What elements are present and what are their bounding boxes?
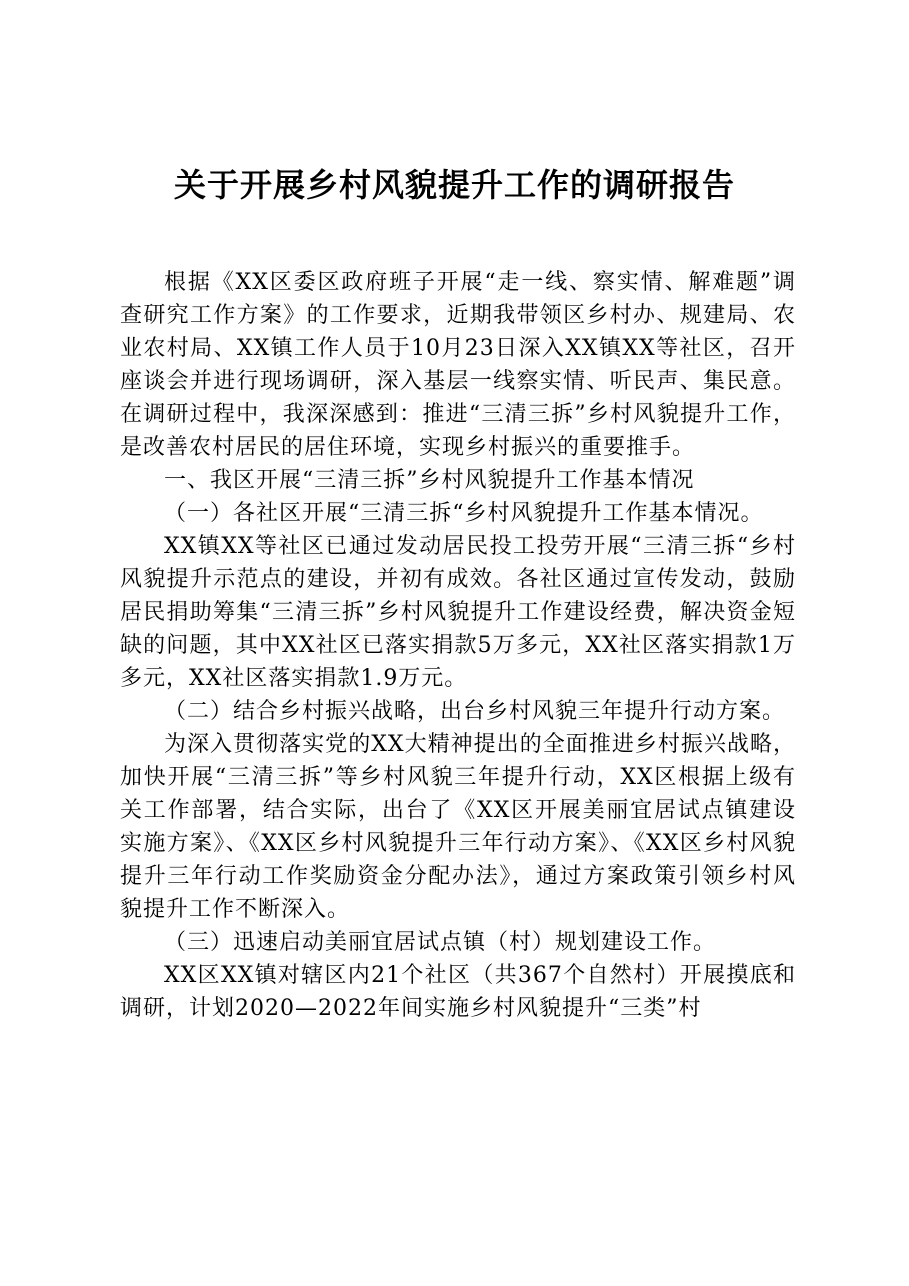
subsection-heading-3: （三）迅速启动美丽宜居试点镇（村）规划建设工作。 bbox=[164, 930, 717, 955]
document-title: 关于开展乡村风貌提升工作的调研报告 bbox=[173, 166, 735, 204]
paragraph-2: 为深入贯彻落实党的XX大精神提出的全面推进乡村振兴战略，加快开展“三清三拆”等乡村风貌三年提升行动，XX区根据上级有关工作部署，结合实际，出台了《XX区开展美丽宜居试点镇建设实施方案》、《XX区乡村风貌提升三年行动方案》、《XX区乡村风貌提升三年行动工作奖励资金分配办法》，通过方案政策引领乡村风貌提升工作不断深入。 bbox=[120, 732, 796, 922]
paragraph-1: XX镇XX等社区已通过发动居民投工投劳开展“三清三拆“乡村风貌提升示范点的建设，并初有成效。各社区通过宣传发动，鼓励居民捐助筹集“三清三拆”乡村风貌提升工作建设经费，解决资金短缺的问题，其中XX社区已落实捐款5万多元，XX社区落实捐款1万多元，XX社区落实捐款1.9万元。 bbox=[120, 534, 796, 691]
subsection-heading-1: （一）各社区开展“三清三拆“乡村风貌提升工作基本情况。 bbox=[164, 501, 764, 526]
document-body bbox=[120, 266, 796, 1025]
paragraph-3: XX区XX镇对辖区内21个社区（共367个自然村）开展摸底和调研，计划2020—2022年间实施乡村风貌提升“三类”村 bbox=[120, 963, 796, 1021]
paragraph-intro: 根据《XX区委区政府班子开展“走一线、察实情、解难题”调查研究工作方案》的工作要求，近期我带领区乡村办、规建局、农业农村局、XX镇工作人员于10月23日深入XX镇XX等社区，召开座谈会并进行现场调研，深入基层一线察实情、听民声、集民意。在调研过程中，我深深感到：推进“三清三拆”乡村风貌提升工作，是改善农村居民的居住环境，实现乡村振兴的重要推手。 bbox=[120, 270, 796, 460]
subsection-heading-2: （二）结合乡村振兴战略，出台乡村风貌三年提升行动方案。 bbox=[164, 699, 786, 724]
section-heading-1: 一、我区开展“三清三拆”乡村风貌提升工作基本情况 bbox=[164, 468, 695, 493]
